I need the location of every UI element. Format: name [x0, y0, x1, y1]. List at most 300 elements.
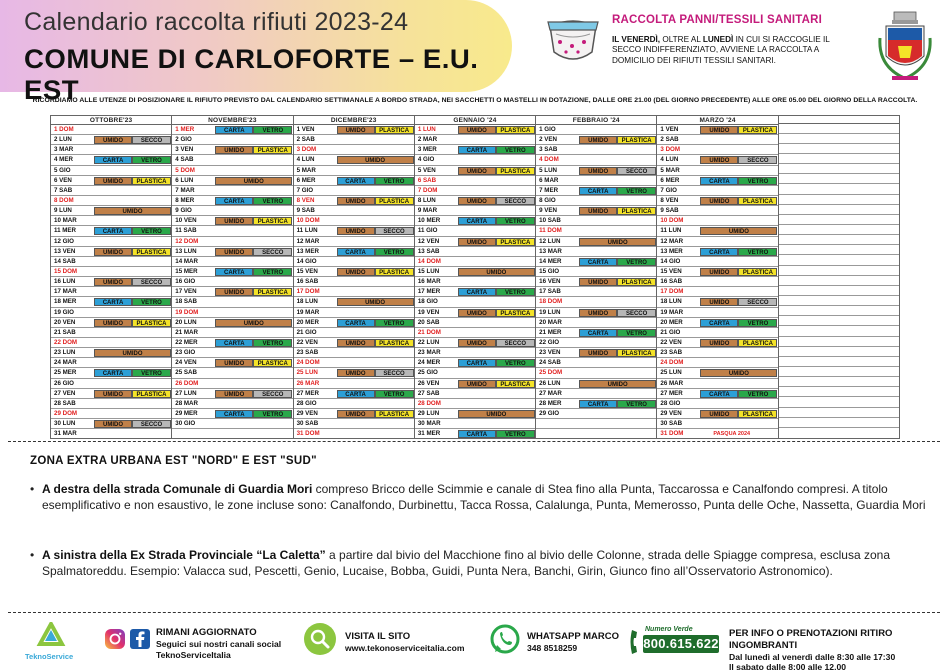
day-row	[51, 186, 171, 196]
day-row	[415, 348, 535, 358]
umido-collection: UMIDO	[700, 339, 738, 347]
plastica-collection: PLASTICA	[617, 136, 656, 144]
day-row	[172, 216, 292, 226]
website-title: VISITA IL SITO	[345, 631, 411, 642]
day-label: 17 SAB	[539, 288, 561, 296]
day-row	[657, 429, 777, 439]
vetro-collection: VETRO	[617, 329, 656, 337]
umido-collection: UMIDO	[337, 268, 375, 276]
day-label: 10 SAB	[539, 217, 561, 225]
zone-title: ZONA EXTRA URBANA EST "NORD" E EST "SUD"	[30, 455, 317, 467]
secco-collection: SECCO	[617, 309, 656, 317]
umido-collection: UMIDO	[337, 227, 375, 235]
day-label: 19 MAR	[296, 308, 320, 316]
plastica-collection: PLASTICA	[253, 288, 292, 296]
day-label: 30 LUN	[54, 420, 76, 428]
day-label: 8 VEN	[660, 196, 679, 204]
secco-collection: SECCO	[132, 136, 171, 144]
day-label: 3 MAR	[54, 146, 74, 154]
day-label: 18 GIO	[417, 298, 438, 306]
plastica-collection: PLASTICA	[738, 197, 777, 205]
umido-collection: UMIDO	[700, 298, 738, 306]
day-row	[536, 226, 656, 236]
day-label: 13 MER	[296, 247, 319, 255]
day-row	[415, 308, 535, 318]
day-label: 4 GIO	[417, 156, 435, 164]
day-row	[415, 297, 535, 307]
day-label: 22 GIO	[539, 338, 560, 346]
day-row	[779, 195, 899, 205]
day-row	[779, 306, 899, 316]
day-row	[536, 216, 656, 226]
day-row	[657, 247, 777, 257]
day-row	[536, 338, 656, 348]
day-row	[779, 296, 899, 306]
day-row	[657, 155, 777, 165]
day-row	[294, 166, 414, 176]
day-row	[172, 318, 292, 328]
day-label: 26 GIO	[54, 379, 74, 387]
plastica-collection: PLASTICA	[375, 197, 414, 205]
day-row	[415, 145, 535, 155]
umido-collection: UMIDO	[579, 278, 617, 286]
month-column	[779, 116, 900, 438]
day-row	[779, 225, 899, 235]
day-label: 10 DOM	[660, 217, 684, 225]
day-label: 26 MAR	[296, 379, 320, 387]
umido-collection: UMIDO	[215, 319, 292, 327]
social-line2: Seguici sui nostri canali social	[156, 638, 282, 649]
umido-collection: UMIDO	[458, 309, 496, 317]
day-label: 4 LUN	[660, 156, 679, 164]
umido-collection: UMIDO	[700, 197, 738, 205]
toll-free-label: Numero Verde	[645, 626, 693, 633]
day-label: 28 MAR	[175, 399, 198, 407]
day-row	[779, 418, 899, 428]
day-label: 11 LUN	[660, 227, 682, 235]
day-row	[51, 196, 171, 206]
day-row	[172, 257, 292, 267]
day-label: 21 DOM	[417, 328, 441, 336]
day-label: 12 LUN	[539, 237, 561, 245]
day-row	[415, 247, 535, 257]
zone-bullet-1-bold: A destra della strada Comunale di Guardia Mori	[42, 482, 313, 496]
day-label: 5 MAR	[660, 166, 680, 174]
day-label: 7 GIO	[660, 186, 677, 194]
day-row	[415, 125, 535, 135]
umido-collection: UMIDO	[700, 268, 738, 276]
day-label: 9 VEN	[539, 207, 558, 215]
vetro-collection: VETRO	[617, 400, 656, 408]
month-column	[51, 116, 172, 438]
calendar-title: Calendario raccolta rifiuti 2023-24	[24, 8, 409, 36]
sanitary-textile-notice	[612, 14, 857, 66]
carta-collection: CARTA	[94, 156, 132, 164]
day-row	[536, 247, 656, 257]
month-header: FEBBRAIO '24	[536, 116, 656, 125]
day-label: 19 DOM	[175, 308, 199, 316]
day-label: 25 SAB	[175, 369, 197, 377]
day-label: 21 GIO	[296, 328, 317, 336]
day-label: 5 GIO	[54, 166, 71, 174]
day-row	[172, 338, 292, 348]
day-row	[779, 428, 899, 438]
day-row	[415, 277, 535, 287]
divider	[8, 441, 940, 442]
whatsapp-title: WHATSAPP MARCO	[527, 631, 620, 642]
website-url[interactable]: www.tekonoserviceitalia.com	[345, 642, 465, 653]
day-label: 26 VEN	[417, 379, 440, 387]
municipal-crest-icon	[876, 8, 934, 88]
day-row	[657, 368, 777, 378]
umido-collection: UMIDO	[579, 167, 617, 175]
day-row	[536, 328, 656, 338]
day-row	[779, 144, 899, 154]
day-row	[294, 196, 414, 206]
day-row	[657, 348, 777, 358]
umido-collection: UMIDO	[579, 349, 617, 357]
day-row	[657, 358, 777, 368]
day-label: 1 MER	[175, 126, 195, 133]
umido-collection: UMIDO	[215, 177, 292, 185]
secco-collection: SECCO	[738, 298, 777, 306]
day-label: 6 SAB	[417, 176, 437, 184]
day-row	[779, 266, 899, 276]
umido-collection: UMIDO	[458, 339, 496, 347]
day-row	[51, 358, 171, 368]
umido-collection: UMIDO	[94, 420, 132, 428]
day-row	[536, 267, 656, 277]
vetro-collection: VETRO	[496, 288, 535, 296]
zone-bullet-2	[30, 548, 930, 579]
info-weekday-hours: Dal lunedì al venerdì dalle 8:30 alle 17:30	[729, 651, 896, 662]
day-row	[657, 237, 777, 247]
day-row	[294, 399, 414, 409]
day-label: 29 MER	[175, 409, 198, 417]
day-label: 31 DOM	[660, 430, 684, 438]
day-label: 14 SAB	[54, 257, 76, 265]
day-label: 5 MAR	[296, 166, 316, 174]
day-label: 7 MAR	[175, 186, 195, 194]
secco-collection: SECCO	[496, 339, 535, 347]
municipality-title: COMUNE DI CARLOFORTE – E.U. EST	[24, 44, 479, 105]
day-row	[294, 145, 414, 155]
umido-collection: UMIDO	[94, 207, 171, 215]
day-row	[657, 176, 777, 186]
carta-collection: CARTA	[700, 390, 738, 398]
day-row	[51, 338, 171, 348]
day-row	[415, 358, 535, 368]
day-row	[172, 368, 292, 378]
carta-collection: CARTA	[94, 298, 132, 306]
day-row	[779, 255, 899, 265]
day-label: 7 SAB	[54, 186, 73, 194]
day-row	[779, 397, 899, 407]
day-label: 28 GIO	[296, 399, 317, 407]
day-row	[51, 368, 171, 378]
toll-free-number[interactable]: 800.615.622	[643, 636, 719, 651]
umido-collection: UMIDO	[579, 309, 617, 317]
day-row	[294, 297, 414, 307]
toll-free-badge[interactable]	[629, 628, 719, 656]
umido-collection: UMIDO	[458, 197, 496, 205]
day-row	[779, 387, 899, 397]
day-row	[657, 125, 777, 135]
facebook-icon[interactable]	[129, 628, 151, 650]
month-header: GENNAIO '24	[415, 116, 535, 125]
day-row	[415, 379, 535, 389]
day-label: 3 MER	[417, 146, 437, 154]
day-label: 23 SAB	[660, 349, 683, 357]
day-row	[51, 247, 171, 257]
day-row	[294, 247, 414, 257]
day-row	[415, 338, 535, 348]
umido-collection: UMIDO	[94, 390, 132, 398]
day-label: 7 DOM	[417, 186, 438, 194]
day-row	[51, 348, 171, 358]
day-row	[536, 277, 656, 287]
day-row	[415, 419, 535, 429]
bullet-dot: •	[30, 548, 35, 562]
whatsapp-number[interactable]: 348 8518259	[527, 642, 578, 653]
day-row	[657, 318, 777, 328]
day-label: 26 LUN	[539, 379, 561, 387]
day-label: 16 VEN	[539, 278, 561, 286]
day-label: 3 DOM	[660, 146, 681, 154]
month-header: OTTOBRE'23	[51, 116, 171, 125]
day-row	[779, 215, 899, 225]
day-row	[657, 328, 777, 338]
day-row	[779, 235, 899, 245]
day-label: 2 MAR	[417, 136, 438, 144]
secco-collection: SECCO	[738, 156, 777, 164]
day-row	[415, 389, 535, 399]
day-label: 8 VEN	[296, 196, 315, 204]
day-row	[779, 367, 899, 377]
month-header: MARZO '24	[657, 116, 777, 125]
day-label: 6 MER	[296, 176, 316, 184]
carta-collection: CARTA	[579, 258, 617, 266]
day-label: 2 GIO	[175, 136, 192, 144]
day-label: 29 DOM	[54, 409, 78, 417]
umido-collection: UMIDO	[458, 410, 535, 418]
day-label: 5 DOM	[175, 166, 195, 174]
day-label: 18 SAB	[175, 298, 197, 306]
day-row	[51, 399, 171, 409]
day-row	[294, 135, 414, 145]
umido-collection: UMIDO	[337, 197, 375, 205]
day-row	[415, 226, 535, 236]
day-label: 14 MAR	[175, 257, 198, 265]
day-label: 9 SAB	[296, 207, 315, 215]
day-label: 14 GIO	[296, 257, 317, 265]
umido-collection: UMIDO	[700, 156, 738, 164]
day-label: 21 MER	[539, 328, 562, 336]
day-row	[779, 134, 899, 144]
day-label: 25 GIO	[417, 369, 438, 377]
day-label: 28 SAB	[54, 399, 76, 407]
plastica-collection: PLASTICA	[738, 126, 777, 134]
day-label: 27 MAR	[539, 389, 562, 397]
day-row	[51, 166, 171, 176]
vetro-collection: VETRO	[253, 268, 292, 276]
day-row	[415, 237, 535, 247]
day-row	[51, 206, 171, 216]
carta-collection: CARTA	[215, 410, 253, 418]
vetro-collection: VETRO	[253, 410, 292, 418]
company-logo-text: TeknoService	[25, 652, 74, 661]
day-label: 2 VEN	[539, 136, 558, 144]
umido-collection: UMIDO	[700, 410, 738, 418]
day-row	[536, 186, 656, 196]
day-row	[294, 328, 414, 338]
day-row	[51, 216, 171, 226]
plastica-collection: PLASTICA	[496, 167, 535, 175]
plastica-collection: PLASTICA	[738, 410, 777, 418]
day-label: 2 SAB	[660, 136, 679, 144]
vetro-collection: VETRO	[375, 248, 414, 256]
month-column	[172, 116, 293, 438]
vetro-collection: VETRO	[132, 227, 171, 235]
day-label: 20 MAR	[539, 318, 562, 326]
day-row	[657, 166, 777, 176]
social-handle[interactable]: TeknoServiceItalia	[156, 649, 231, 660]
plastica-collection: PLASTICA	[253, 359, 292, 367]
sanitary-day: IL VENERDÌ,	[612, 35, 661, 44]
umido-collection: UMIDO	[337, 156, 414, 164]
day-label: 8 LUN	[417, 196, 436, 204]
day-label: 11 DOM	[539, 227, 562, 235]
day-row	[415, 206, 535, 216]
day-row	[51, 257, 171, 267]
carta-collection: CARTA	[458, 288, 496, 296]
day-label: 25 LUN	[660, 369, 682, 377]
day-label: 26 DOM	[175, 379, 199, 387]
day-label: 25 LUN	[296, 369, 318, 377]
whatsapp-block	[527, 631, 619, 654]
search-icon[interactable]	[303, 622, 337, 656]
day-row	[294, 338, 414, 348]
day-label: 6 LUN	[175, 176, 194, 184]
carta-collection: CARTA	[700, 319, 738, 327]
day-row	[415, 429, 535, 439]
day-row	[536, 287, 656, 297]
day-row	[657, 226, 777, 236]
day-label: 10 MAR	[54, 217, 77, 225]
day-label: 17 DOM	[660, 288, 684, 296]
vetro-collection: VETRO	[375, 177, 414, 185]
plastica-collection: PLASTICA	[132, 177, 171, 185]
zone-bullet-1-text	[42, 482, 930, 513]
day-label: 23 MAR	[417, 349, 441, 357]
vetro-collection: VETRO	[132, 156, 171, 164]
carta-collection: CARTA	[215, 268, 253, 276]
day-row	[172, 196, 292, 206]
plastica-collection: PLASTICA	[496, 380, 535, 388]
day-label: 16 SAB	[660, 278, 683, 286]
month-header	[779, 116, 899, 124]
day-row	[172, 358, 292, 368]
day-label: 12 VEN	[417, 237, 440, 245]
day-label: 16 LUN	[54, 278, 76, 286]
umido-collection: UMIDO	[215, 390, 253, 398]
day-row	[415, 409, 535, 419]
day-label: 20 MER	[660, 318, 683, 326]
day-row	[172, 287, 292, 297]
plastica-collection: PLASTICA	[375, 410, 414, 418]
day-row	[51, 237, 171, 247]
umido-collection: UMIDO	[94, 136, 132, 144]
whatsapp-icon[interactable]	[489, 624, 521, 656]
day-row	[536, 379, 656, 389]
day-row	[415, 318, 535, 328]
day-row	[779, 316, 899, 326]
day-row	[779, 184, 899, 194]
day-row	[172, 409, 292, 419]
secco-collection: SECCO	[253, 248, 292, 256]
umido-collection: UMIDO	[337, 126, 375, 134]
carta-collection: CARTA	[700, 177, 738, 185]
umido-collection: UMIDO	[458, 167, 496, 175]
social-block	[156, 627, 281, 660]
day-row	[172, 237, 292, 247]
day-row	[779, 164, 899, 174]
day-row	[657, 338, 777, 348]
day-row	[172, 206, 292, 216]
day-row	[415, 135, 535, 145]
day-label: 17 MAR	[54, 288, 77, 296]
day-row	[415, 166, 535, 176]
umido-collection: UMIDO	[215, 248, 253, 256]
plastica-collection: PLASTICA	[617, 349, 656, 357]
day-label: 17 DOM	[296, 288, 320, 296]
umido-collection: UMIDO	[337, 339, 375, 347]
day-row	[294, 237, 414, 247]
footer	[0, 618, 947, 670]
website-block	[345, 631, 465, 654]
day-label: 31 MAR	[54, 430, 77, 438]
instagram-icon[interactable]	[104, 628, 126, 650]
plastica-collection: PLASTICA	[375, 268, 414, 276]
day-row	[415, 287, 535, 297]
carta-collection: CARTA	[458, 359, 496, 367]
day-label: 24 DOM	[296, 359, 320, 367]
day-label: 15 LUN	[417, 267, 440, 275]
day-row	[779, 326, 899, 336]
day-label: 6 MER	[660, 176, 680, 184]
plastica-collection: PLASTICA	[132, 248, 171, 256]
day-row	[294, 176, 414, 186]
carta-collection: CARTA	[579, 329, 617, 337]
umido-collection: UMIDO	[215, 288, 253, 296]
secco-collection: SECCO	[132, 278, 171, 286]
day-row	[172, 166, 292, 176]
day-label: 4 MER	[54, 156, 73, 164]
plastica-collection: PLASTICA	[496, 309, 535, 317]
day-row	[172, 135, 292, 145]
day-row	[172, 399, 292, 409]
vetro-collection: VETRO	[738, 390, 777, 398]
day-row	[294, 409, 414, 419]
umido-collection: UMIDO	[94, 319, 132, 327]
day-label: 18 LUN	[296, 298, 318, 306]
day-row	[51, 297, 171, 307]
day-label: 30 GIO	[175, 420, 196, 428]
plastica-collection: PLASTICA	[496, 238, 535, 246]
carta-collection: CARTA	[94, 227, 132, 235]
day-row	[415, 257, 535, 267]
day-label: 20 LUN	[175, 318, 197, 326]
